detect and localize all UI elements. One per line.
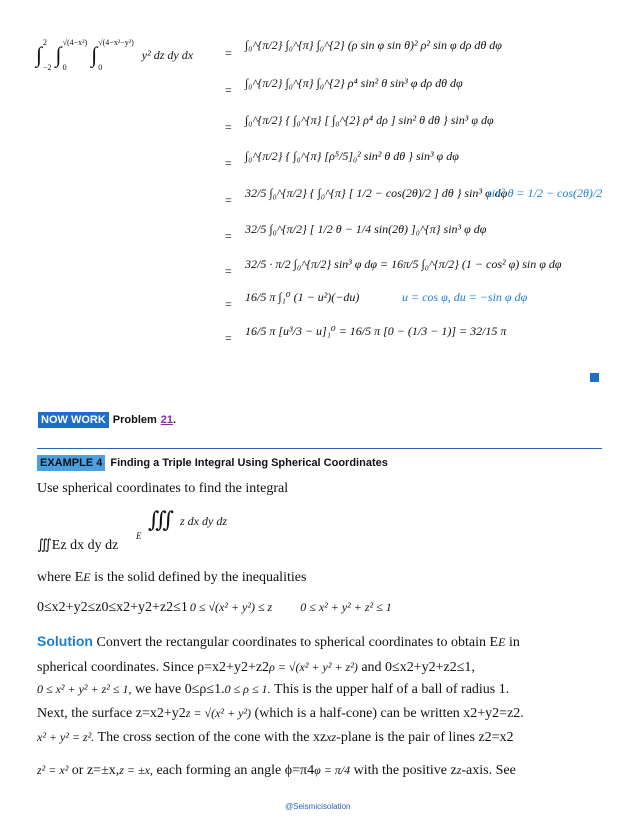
now-work-tag: NOW WORK	[38, 412, 109, 428]
solution-line-4: Next, the surface z=x2+y2z = √(x² + y²) (which is a half-cone) can be written x2+y2=z2.	[37, 706, 524, 721]
paragraph-where: where EE is the solid defined by the inequalities	[37, 570, 307, 585]
example-header	[37, 455, 388, 471]
now-work-line: NOW WORK Problem 21.	[38, 412, 176, 428]
derivation-line-6: 32/5 ∫₀^{π/2} [ 1/2 θ − 1/4 sin(2θ) ]₀^{π} sin³ φ dφ	[245, 222, 487, 236]
derivation-line-8: 16/5 π ∫₁⁰ (1 − u²)(−du)	[245, 290, 360, 304]
paragraph-inequalities: 0≤x2+y2≤z0≤x2+y2+z2≤1 0 ≤ √(x² + y²) ≤ z 0 ≤ x² + y² + z² ≤ 1	[37, 600, 392, 615]
paragraph-integral-text: ∭Ez dx dy dz	[37, 538, 119, 553]
derivation-line-2: ∫₀^{π/2} ∫₀^{π} ∫₀^{2} ρ⁴ sin² θ sin³ φ dρ dθ dφ	[245, 76, 463, 90]
solution-line-3: 0 ≤ x² + y² + z² ≤ 1, we have 0≤ρ≤1.0 ≤ ρ ≤ 1. This is the upper half of a ball of radius 1.	[37, 682, 510, 697]
problem-link[interactable]: 21	[160, 414, 174, 426]
derivation-line-1: ∫₀^{π/2} ∫₀^{π} ∫₀^{2} (ρ sin φ sin θ)² ρ² sin φ dρ dθ dφ	[245, 38, 502, 52]
example-title: Finding a Triple Integral Using Spherical Coordinates	[110, 457, 388, 469]
display-integrand: z dx dy dz	[180, 514, 228, 528]
watermark: @Seismicisolation	[285, 802, 351, 811]
section-divider	[37, 448, 602, 449]
derivation-line-9: 16/5 π [u³/3 − u]₁⁰ = 16/5 π [0 − (1/3 − 1)] = 32/15 π	[245, 324, 507, 338]
trig-identity-note: sin² θ = 1/2 − cos(2θ)/2	[487, 186, 603, 200]
display-integral: ∭ E z dx dy dz	[136, 507, 228, 541]
solution-line-5: x² + y² = z². The cross section of the cone with the xzxz-plane is the pair of lines z2=x2	[37, 730, 514, 745]
example-tag: EXAMPLE 4	[37, 455, 105, 471]
solution-line-1: Solution Convert the rectangular coordinates to spherical coordinates to obtain EE in	[37, 633, 520, 650]
derivation-block: ∫ 2 −2 ∫ √(4−x²) 0 ∫ √(4−x²−y²) 0 y² dz dy dx = ∫₀^{π/2} ∫₀^{π} ∫₀^{2} (ρ sin φ sin θ)² ρ² sin φ dρ dθ dφ = ∫₀^{π/2} ∫₀^{π} ∫₀^{2} ρ⁴ sin² θ sin³ φ dρ dθ dφ = ∫₀^{π/2} { ∫₀^{π} [ ∫₀^{2} ρ⁴ dρ ] sin² θ dθ } sin³ φ dφ = ∫₀^{π/2} { ∫₀^{π} [ρ⁵/5]₀² sin² θ dθ } sin³ φ dφ = 32/5 ∫₀^{π/2} { ∫₀^{π} [ 1/2 − cos(2θ)/2 ] dθ } sin³ φ dφ sin² θ = 1/2 − cos(2θ)/2 = 32/5 ∫₀^{π/2} [ 1/2 θ − 1/4 sin(2θ) ]₀^{π} sin³ φ dφ = 32/5 · π/2 ∫₀^{π/2} sin³ φ dφ = 16π/5 ∫₀^{π/2} (1 − cos² φ) sin φ dφ = 16/5 π ∫₁⁰ (1 − u²)(−du) u = cos φ, du = −sin φ dφ = 16/5 π [u³/3 − u]₁⁰ = 16/5 π [0 − (1/3 − 1)] = 32/15 π	[36, 38, 603, 345]
lhs-integral: ∫ 2 −2 ∫ √(4−x²) 0 ∫ √(4−x²−y²) 0 y² dz dy dx	[36, 38, 194, 72]
solution-line-6: z² = x² or z=±x,z = ±x, each forming an angle ϕ=π4φ = π/4 with the positive zz-axis. See	[37, 763, 516, 778]
now-work-text: Problem	[112, 414, 157, 426]
substitution-note: u = cos φ, du = −sin φ dφ	[402, 290, 528, 304]
solution-label: Solution	[37, 633, 93, 649]
end-of-proof-square-icon	[590, 373, 599, 382]
paragraph-intro: Use spherical coordinates to find the integral	[37, 481, 289, 496]
derivation-line-3: ∫₀^{π/2} { ∫₀^{π} [ ∫₀^{2} ρ⁴ dρ ] sin² θ dθ } sin³ φ dφ	[245, 113, 494, 127]
derivation-line-5: 32/5 ∫₀^{π/2} { ∫₀^{π} [ 1/2 − cos(2θ)/2 ] dθ } sin³ φ dφ	[245, 186, 508, 200]
lhs-integrand: y² dz dy dx	[141, 47, 194, 62]
integral-region: E	[136, 531, 142, 541]
solution-line-2: spherical coordinates. Since ρ=x2+y2+z2ρ = √(x² + y² + z²) and 0≤x2+y2+z2≤1,	[37, 660, 475, 675]
derivation-line-4: ∫₀^{π/2} { ∫₀^{π} [ρ⁵/5]₀² sin² θ dθ } sin³ φ dφ	[245, 149, 459, 163]
derivation-line-7: 32/5 · π/2 ∫₀^{π/2} sin³ φ dφ = 16π/5 ∫₀^{π/2} (1 − cos² φ) sin φ dφ	[245, 257, 562, 271]
